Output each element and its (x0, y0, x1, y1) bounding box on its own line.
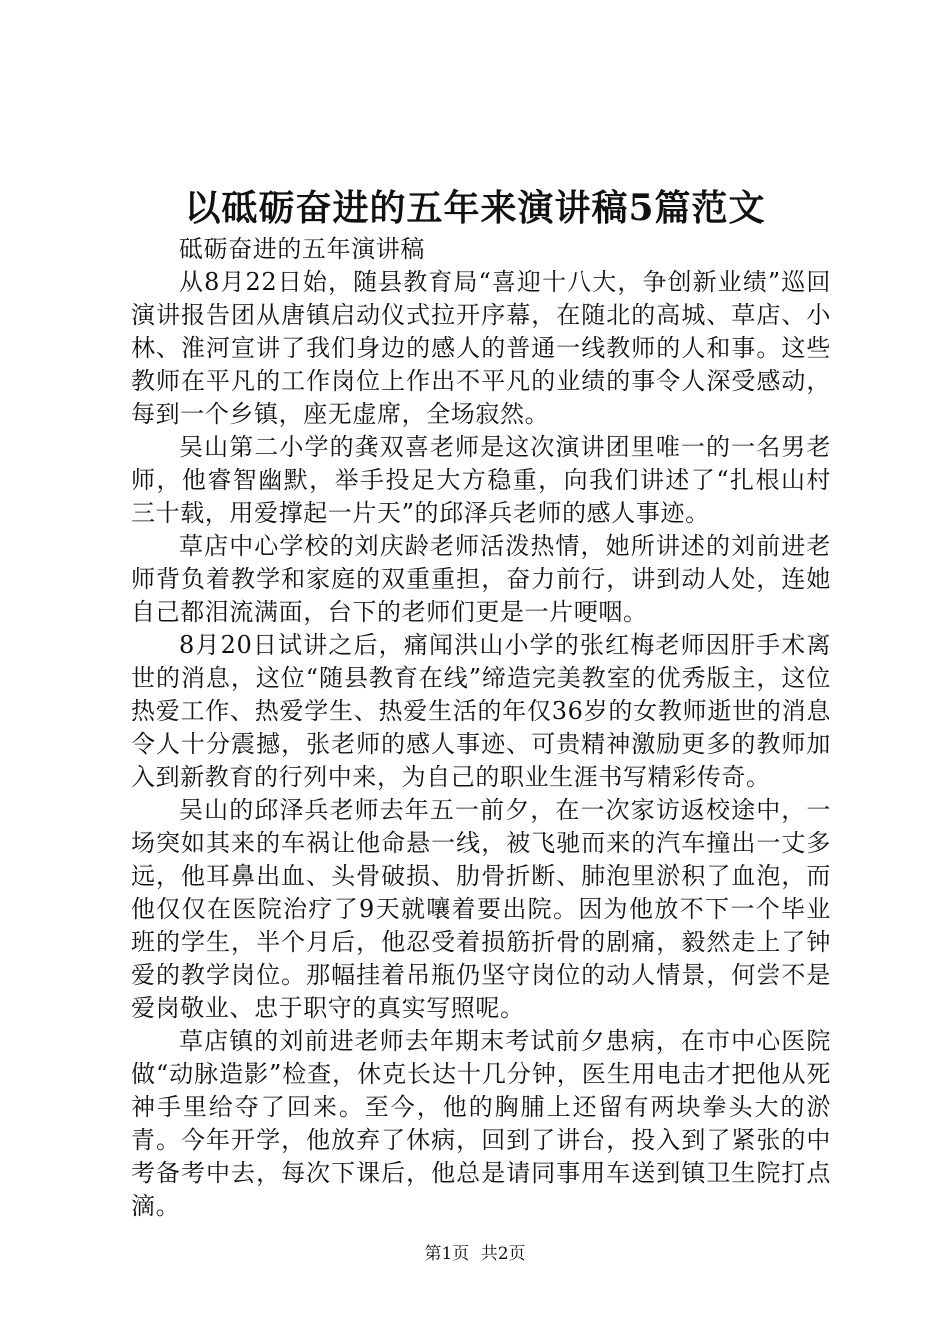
document-title: 以砥砺奋进的五年来演讲稿5篇范文 (184, 187, 766, 229)
body-paragraph: 草店镇的刘前进老师去年期末考试前夕患病，在市中心医院做“动脉造影”检查，休克长达十几分钟，医生用电击才把他从死神手里给夺了回来。至今，他的胸脯上还留有两块拳头大的淤青。今年开学，他放弃了休病，回到了讲台，投入到了紧张的中考备考中去，每次下课后，他总是请同事用车送到镇卫生院打点滴。 (131, 1027, 831, 1220)
body-paragraph: 从8月22日始，随县教育局“喜迎十八大，争创新业绩”巡回演讲报告团从唐镇启动仪式拉开序幕，在随北的高城、草店、小林、淮河宣讲了我们身边的感人的普通一线教师的人和事。这些教师在平凡的工作岗位上作出不平凡的业绩的事令人深受感动，每到一个乡镇，座无虚席，全场寂然。 (131, 268, 831, 428)
body-paragraph: 吴山第二小学的龚双喜老师是这次演讲团里唯一的一名男老师，他睿智幽默，举手投足大方稳重，向我们讲述了“扎根山村三十载，用爱撑起一片天”的邱泽兵老师的感人事迹。 (131, 433, 831, 527)
document-body (131, 233, 831, 1223)
body-paragraph: 草店中心学校的刘庆龄老师活泼热情，她所讲述的刘前进老师背负着教学和家庭的双重重担，奋力前行，讲到动人处，连她自己都泪流满面，台下的老师们更是一片哽咽。 (131, 532, 831, 626)
page-number-total: 共2页 (480, 1244, 526, 1264)
document-subtitle: 砥砺奋进的五年演讲稿 (179, 235, 425, 263)
body-paragraph: 8月20日试讲之后，痛闻洪山小学的张红梅老师因肝手术离世的消息，这位“随县教育在线”缔造完美教室的优秀版主，这位热爱工作、热爱学生、热爱生活的年仅36岁的女教师逝世的消息令人十分震撼，张老师的感人事迹、可贵精神激励更多的教师加入到新教育的行列中来，为自己的职业生涯书写精彩传奇。 (131, 631, 831, 791)
body-paragraph: 吴山的邱泽兵老师去年五一前夕，在一次家访返校途中，一场突如其来的车祸让他命悬一线，被飞驰而来的汽车撞出一丈多远，他耳鼻出血、头骨破损、肋骨折断、肺泡里淤积了血泡，而他仅仅在医院治疗了9天就嚷着要出院。因为他放不下一个毕业班的学生，半个月后，他忍受着损筋折骨的剧痛，毅然走上了钟爱的教学岗位。那幅挂着吊瓶仍坚守岗位的动人情景，何尝不是爱岗敬业、忠于职守的真实写照呢。 (131, 796, 831, 1022)
page-footer (0, 1242, 950, 1266)
page-number-current: 第1页 (424, 1244, 470, 1264)
